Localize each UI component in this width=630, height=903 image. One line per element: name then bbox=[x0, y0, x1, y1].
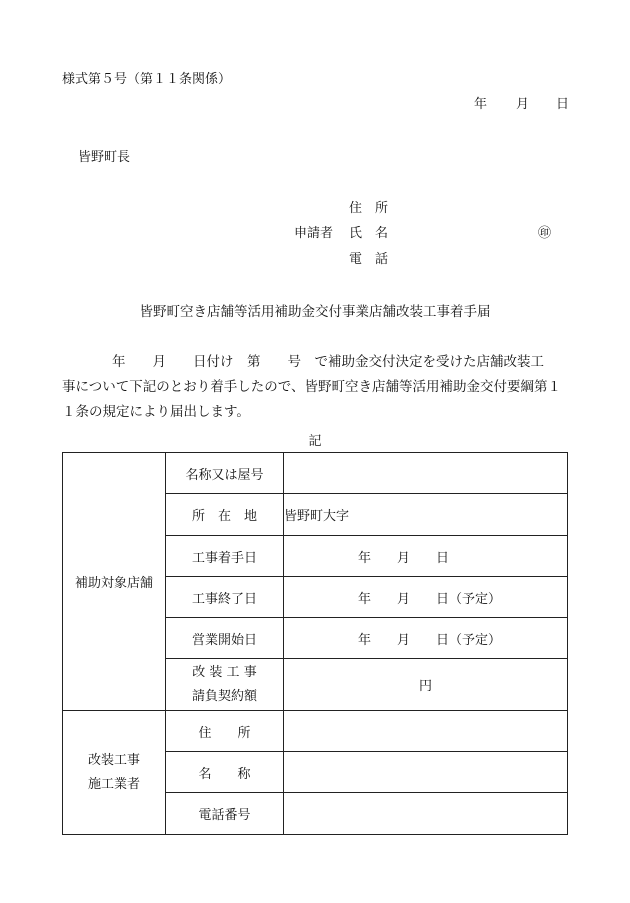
row-value-start-date: 年 月 日 bbox=[284, 536, 568, 577]
applicant-address-label: 住 所 bbox=[349, 201, 389, 216]
row-label-location: 所 在 地 bbox=[166, 494, 284, 536]
contract-label-line-1: 改 装 工 事 bbox=[192, 664, 257, 680]
applicant-phone-label: 電 話 bbox=[349, 252, 389, 267]
date-day-label: 日 bbox=[556, 97, 570, 112]
body-line-3: １条の規定により届出します。 bbox=[62, 404, 250, 420]
report-table bbox=[62, 452, 568, 835]
addressee: 皆野町長 bbox=[78, 150, 131, 165]
contractor-group-label bbox=[63, 711, 166, 835]
row-value-location: 皆野町大字 bbox=[284, 494, 568, 536]
table-row bbox=[63, 711, 568, 752]
row-value-contractor-phone bbox=[284, 793, 568, 835]
body-line-2: 事について下記のとおり着手したので、皆野町空き店舗等活用補助金交付要綱第１ bbox=[62, 379, 561, 395]
row-label-name: 名称又は屋号 bbox=[166, 453, 284, 494]
body-text bbox=[62, 350, 582, 425]
row-label-contractor-name: 名 称 bbox=[166, 752, 284, 793]
row-value-contract-amount: 円 bbox=[284, 659, 568, 711]
applicant-role-label: 申請者 bbox=[294, 226, 334, 241]
contract-label-line-2: 請負契約額 bbox=[191, 688, 257, 704]
document-title: 皆野町空き店舗等活用補助金交付事業店舗改装工事着手届 bbox=[139, 304, 491, 320]
row-label-start-date: 工事着手日 bbox=[166, 536, 284, 577]
shop-group-label: 補助対象店舗 bbox=[63, 453, 166, 711]
row-value-open-date: 年 月 日（予定） bbox=[284, 618, 568, 659]
row-label-open-date: 営業開始日 bbox=[166, 618, 284, 659]
body-line-1: 年 月 日付け 第 号 で補助金交付決定を受けた店舗改装工 bbox=[112, 354, 544, 370]
seal-mark: ㊞ bbox=[538, 226, 552, 241]
row-label-contractor-address: 住 所 bbox=[166, 711, 284, 752]
form-number: 様式第５号（第１１条関係） bbox=[62, 72, 232, 87]
applicant-name-label: 氏 名 bbox=[349, 226, 389, 241]
row-label-contractor-phone: 電話番号 bbox=[166, 793, 284, 835]
date-month-label: 月 bbox=[516, 97, 530, 112]
contractor-group-line-1: 改装工事 bbox=[87, 752, 140, 768]
contractor-group-line-2: 施工業者 bbox=[87, 776, 140, 792]
row-value-contractor-address bbox=[284, 711, 568, 752]
row-label-contract-amount bbox=[166, 659, 284, 711]
row-label-end-date: 工事終了日 bbox=[166, 577, 284, 618]
date-year-label: 年 bbox=[474, 97, 488, 112]
row-value-name bbox=[284, 453, 568, 494]
ki-heading: 記 bbox=[308, 434, 322, 449]
row-value-contractor-name bbox=[284, 752, 568, 793]
table-row bbox=[63, 453, 568, 494]
row-value-end-date: 年 月 日（予定） bbox=[284, 577, 568, 618]
